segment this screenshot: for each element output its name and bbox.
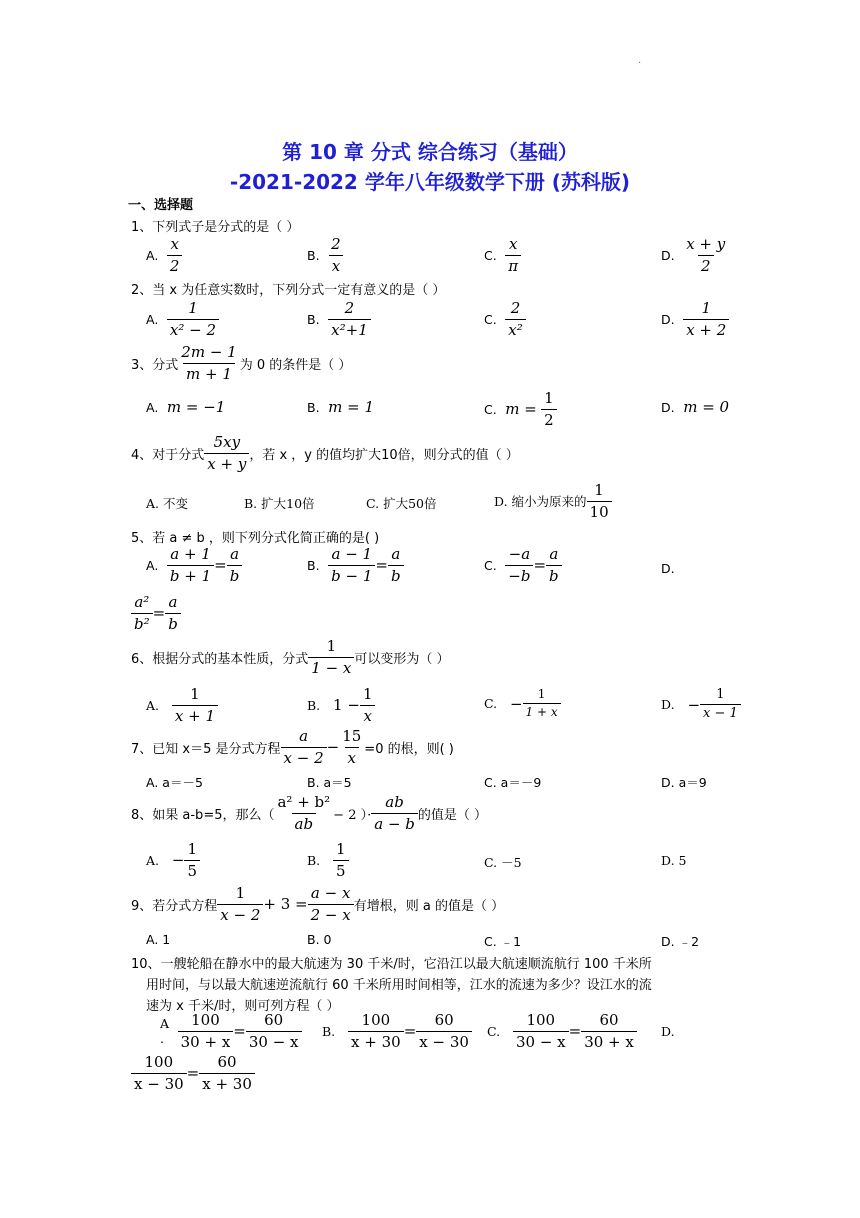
opt-label: B. — [307, 399, 320, 415]
stem-text: 8、如果 a-b=5，那么（ — [131, 807, 275, 823]
q2-option-c — [484, 300, 526, 338]
option-expr: − — [171, 851, 185, 869]
denominator: x − 30 — [131, 1073, 187, 1093]
q1-stem: 1、下列式子是分式的是（ ） — [131, 220, 300, 235]
opt-label: B. — [307, 311, 320, 327]
numerator: 1 — [190, 685, 200, 703]
q2-option-d — [661, 300, 729, 338]
q9-stem — [131, 885, 504, 923]
fraction — [683, 300, 729, 338]
denominator: x² — [505, 319, 525, 339]
section-heading: 一、选择题 — [128, 198, 194, 213]
opt-label: B. — [307, 557, 320, 573]
fraction — [581, 1012, 637, 1050]
q10-stem-line-2: 用时间，与以最大航速逆流航行 60 千米所用时间相等，江水的流速为多少？设江水的流 — [146, 978, 652, 993]
option-expr: m = — [505, 400, 537, 418]
q8-option-d: D. 5 — [661, 853, 687, 868]
operator: + 3 = — [263, 895, 308, 913]
fraction — [167, 236, 183, 274]
numerator: 1 — [537, 687, 546, 701]
numerator: −a — [508, 545, 531, 563]
q3-stem — [131, 344, 351, 382]
option-expr: m = 1 — [328, 398, 375, 416]
title-line-2: -2021-2022 学年八年级数学下册 (苏科版) — [229, 170, 631, 194]
numerator: a − 1 — [331, 545, 373, 563]
q10-option-b — [322, 1012, 472, 1050]
denominator: 30 − x — [513, 1031, 569, 1051]
q3-option-a — [146, 398, 225, 416]
q9-option-d: D. ﹣2 — [661, 934, 700, 949]
denominator: π — [505, 255, 521, 275]
fraction — [227, 546, 243, 584]
numerator: 100 — [191, 1011, 220, 1029]
opt-label: A — [160, 1016, 170, 1031]
fraction — [339, 728, 364, 766]
numerator: 1 — [594, 481, 604, 499]
fraction — [281, 728, 327, 766]
operator: − 2 ）· — [333, 807, 372, 823]
q8-option-a — [146, 841, 200, 879]
fraction — [172, 686, 218, 724]
denominator: 2 − x — [308, 904, 354, 924]
q8-stem — [131, 794, 487, 832]
fraction — [371, 794, 418, 832]
numerator: 100 — [361, 1011, 391, 1029]
numerator: x — [170, 235, 179, 253]
numerator: 2 — [510, 299, 521, 317]
numerator: a² + b² — [277, 793, 331, 811]
denominator: x − 1 — [700, 704, 741, 721]
q1-option-d — [661, 236, 728, 274]
fraction — [328, 546, 375, 584]
stem-text: 6、根据分式的基本性质，分式 — [131, 651, 309, 667]
fraction — [274, 794, 333, 832]
opt-label: C. — [487, 1023, 501, 1039]
denominator: b — [546, 565, 562, 585]
fraction — [308, 885, 354, 923]
denominator: x − 2 — [217, 904, 263, 924]
denominator: b + 1 — [167, 565, 214, 585]
q1-option-a — [146, 236, 182, 274]
q10-option-d — [131, 1054, 255, 1092]
fraction — [199, 1054, 255, 1092]
denominator: ab — [292, 813, 317, 833]
denominator: b² — [131, 613, 153, 633]
opt-label: C. — [484, 557, 497, 573]
q9-option-a: A. 1 — [146, 932, 171, 947]
q5-option-d-label: D. — [661, 561, 675, 576]
q5-option-d — [131, 594, 181, 632]
opt-label: D. — [661, 697, 675, 713]
fraction — [546, 546, 562, 584]
q10-option-c — [487, 1012, 637, 1050]
option-expr: − — [687, 695, 701, 714]
q9-option-c: C. ﹣1 — [484, 934, 522, 949]
q4-option-b: B. 扩大10倍 — [244, 496, 315, 511]
opt-label: D. — [661, 247, 675, 263]
q3-option-b — [307, 398, 374, 416]
denominator: x — [329, 255, 343, 275]
stem-text: 7、已知 x＝5 是分式方程 — [131, 741, 281, 757]
numerator: a — [299, 727, 309, 745]
q4-option-c: C. 扩大50倍 — [366, 496, 437, 511]
q6-option-a — [146, 686, 218, 724]
fraction — [204, 434, 249, 472]
q7-option-d: D. a＝9 — [661, 775, 707, 790]
fraction — [541, 390, 557, 428]
stem-text: ，若 x ，y 的值均扩大10倍，则分式的值（ ） — [249, 447, 519, 463]
opt-label: D. — [661, 311, 675, 327]
q3-option-c — [484, 390, 557, 428]
numerator: a + 1 — [170, 545, 211, 563]
opt-label: A. — [146, 399, 159, 415]
option-expr: m = 0 — [683, 398, 730, 416]
opt-label: A. — [146, 697, 160, 713]
opt-label: C. — [484, 247, 497, 263]
opt-label-group — [160, 1016, 169, 1046]
numerator: 1 — [188, 299, 198, 317]
q10-stem-line-1: 10、一艘轮船在静水中的最大航速为 30 千米/时，它沿江以最大航速顺流航行 100 千米所 — [131, 957, 652, 972]
numerator: 100 — [144, 1053, 174, 1071]
opt-label: D. 缩小为原来的 — [494, 494, 587, 509]
q8-option-c: C. －5 — [484, 855, 522, 870]
option-expr: m = −1 — [166, 398, 226, 416]
opt-label: A. — [146, 247, 159, 263]
numerator: a — [168, 593, 178, 611]
stem-text: 9、若分式方程 — [131, 898, 218, 914]
numerator: 1 — [336, 840, 346, 858]
q8-option-b — [307, 841, 349, 879]
numerator: 15 — [342, 727, 362, 745]
denominator: b — [227, 565, 243, 585]
q1-option-b — [307, 236, 344, 274]
numerator: 2 — [344, 299, 355, 317]
equals-sign: = — [186, 1064, 200, 1082]
q5-option-a — [146, 546, 242, 584]
fraction — [165, 594, 181, 632]
numerator: 2m − 1 — [181, 343, 237, 361]
numerator: 60 — [264, 1011, 284, 1029]
fraction — [167, 546, 214, 584]
fraction — [178, 1012, 234, 1050]
numerator: x — [508, 235, 518, 253]
denominator: 10 — [587, 501, 612, 521]
numerator: 1 — [235, 884, 246, 902]
fraction — [360, 686, 376, 724]
fraction — [416, 1012, 472, 1050]
q10-option-a — [160, 1012, 302, 1050]
option-expr: 1 − — [333, 696, 360, 714]
equals-sign: = — [152, 604, 166, 622]
numerator: 1 — [544, 389, 554, 407]
q10-option-d-label: D. — [661, 1024, 675, 1039]
page-dot: · — [638, 58, 642, 69]
opt-label: A. — [146, 311, 159, 327]
fraction — [683, 236, 728, 274]
fraction — [328, 236, 344, 274]
fraction — [587, 482, 612, 520]
numerator: 60 — [434, 1011, 454, 1029]
option-expr: − — [509, 694, 523, 713]
equals-sign: = — [568, 1022, 582, 1040]
fraction — [167, 300, 219, 338]
q7-option-b: B. a＝5 — [307, 775, 352, 790]
equals-sign: = — [533, 556, 547, 574]
denominator: 1 + x — [523, 703, 561, 719]
q4-option-d — [494, 482, 612, 520]
denominator: 1 − x — [308, 657, 354, 677]
stem-text: 可以变形为（ ） — [354, 651, 450, 667]
stem-text: =0 的根，则( ) — [364, 741, 454, 757]
title-line-1: 第 10 章 分式 综合练习（基础） — [282, 140, 578, 164]
numerator: 100 — [526, 1011, 556, 1029]
q7-stem — [131, 728, 454, 766]
numerator: 60 — [599, 1011, 619, 1029]
fraction — [505, 546, 533, 584]
denominator: x — [345, 747, 359, 767]
fraction — [328, 300, 371, 338]
denominator: x − 2 — [281, 747, 327, 767]
q6-option-b — [307, 686, 375, 724]
fraction — [131, 1054, 187, 1092]
denominator: 30 − x — [246, 1031, 302, 1051]
q3-option-d — [661, 398, 729, 416]
denominator: 2 — [167, 255, 183, 275]
denominator: 2 — [541, 409, 557, 429]
fraction — [333, 841, 349, 879]
fraction — [178, 344, 239, 382]
numerator: 2 — [331, 235, 341, 253]
equals-sign: = — [233, 1022, 246, 1040]
fraction — [505, 236, 521, 274]
q4-stem — [131, 434, 519, 472]
q5-stem: 5、若 a ≠ b ，则下列分式化简正确的是( ) — [131, 531, 380, 546]
fraction — [131, 594, 153, 632]
opt-label: B. — [322, 1023, 336, 1039]
numerator: a² — [134, 593, 150, 611]
fraction — [308, 638, 354, 676]
numerator: 1 — [187, 840, 198, 858]
numerator: a — [549, 545, 559, 563]
q2-stem: 2、当 x 为任意实数时，下列分式一定有意义的是（ ） — [131, 283, 446, 298]
q1-option-c — [484, 236, 521, 274]
opt-label: C. — [484, 696, 498, 712]
numerator: 1 — [362, 685, 373, 703]
opt-label: A. — [146, 852, 160, 868]
q4-option-a: A. 不变 — [146, 496, 188, 511]
fraction — [217, 885, 263, 923]
denominator: −b — [505, 565, 533, 585]
numerator: 1 — [701, 299, 712, 317]
denominator: x + 1 — [172, 705, 218, 725]
numerator: a − x — [310, 884, 351, 902]
fraction — [184, 841, 200, 879]
q5-option-b — [307, 546, 404, 584]
fraction — [388, 546, 404, 584]
denominator: m + 1 — [183, 363, 235, 383]
stem-text: 3、分式 — [131, 357, 179, 373]
denominator: x — [360, 705, 374, 725]
fraction — [513, 1012, 569, 1050]
denominator: 30 + x — [581, 1031, 637, 1051]
denominator: 5 — [184, 860, 200, 880]
denominator: x + 30 — [199, 1073, 255, 1093]
fraction — [246, 1012, 302, 1050]
numerator: 1 — [716, 687, 725, 702]
fraction — [523, 688, 561, 719]
numerator: 1 — [326, 637, 337, 655]
numerator: ab — [385, 793, 404, 811]
opt-label: A. — [146, 557, 159, 573]
opt-label: B. — [307, 697, 321, 713]
opt-label: C. — [484, 401, 497, 417]
opt-label: D. — [661, 399, 675, 415]
denominator: b − 1 — [328, 565, 375, 585]
q9-option-b: B. 0 — [307, 932, 332, 947]
stem-text: 的值是（ ） — [417, 807, 488, 823]
q6-stem — [131, 638, 450, 676]
q6-option-d — [661, 688, 741, 722]
denominator: x² − 2 — [167, 319, 219, 339]
opt-label: B. — [307, 247, 320, 263]
denominator: x + 30 — [348, 1031, 404, 1051]
q10-stem-line-3: 速为 x 千米/时，则可列方程（ ） — [146, 999, 340, 1014]
fraction — [348, 1012, 404, 1050]
denominator: a − b — [371, 813, 418, 833]
fraction — [505, 300, 525, 338]
numerator: 5xy — [213, 433, 241, 451]
q7-option-c: C. a＝－9 — [484, 775, 542, 790]
denominator: 30 + x — [178, 1031, 234, 1051]
numerator: 60 — [217, 1053, 237, 1071]
denominator: x²+1 — [328, 319, 371, 339]
q6-option-c — [484, 688, 561, 719]
denominator: b — [165, 613, 181, 633]
q2-option-a — [146, 300, 219, 338]
opt-label-dot: . — [160, 1031, 164, 1046]
numerator: a — [230, 545, 240, 563]
stem-text: 为 0 的条件是（ ） — [239, 357, 352, 373]
q5-option-c — [484, 546, 562, 584]
q2-option-b — [307, 300, 371, 338]
denominator: x + 2 — [683, 319, 729, 339]
denominator: x + y — [204, 453, 249, 473]
denominator: x − 30 — [416, 1031, 472, 1051]
equals-sign: = — [403, 1022, 417, 1040]
opt-label: C. — [484, 311, 497, 327]
denominator: 5 — [333, 860, 349, 880]
stem-text: 4、对于分式 — [131, 447, 205, 463]
denominator: 2 — [698, 255, 714, 275]
fraction — [700, 688, 741, 722]
equals-sign: = — [375, 556, 388, 574]
denominator: b — [388, 565, 404, 585]
minus-sign: − — [326, 738, 340, 756]
stem-text: 有增根，则 a 的值是（ ） — [353, 898, 505, 914]
q7-option-a: A. a＝－5 — [146, 775, 203, 790]
numerator: a — [391, 545, 401, 563]
numerator: x + y — [686, 235, 726, 253]
opt-label: B. — [307, 852, 321, 868]
equals-sign: = — [214, 556, 227, 574]
